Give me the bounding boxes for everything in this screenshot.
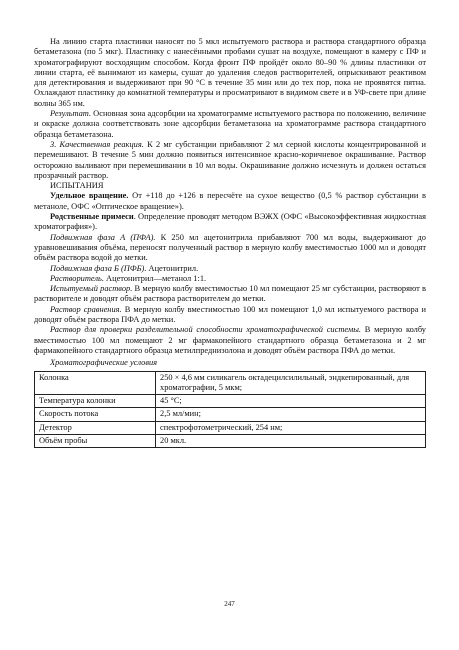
- paragraph-reference-solution: [34, 305, 426, 326]
- result-label: Результат.: [50, 109, 92, 119]
- table-cell-label: Скорость потока: [35, 408, 156, 421]
- table-cell-value: спектрофотометрический, 254 нм;: [156, 421, 426, 434]
- table-cell-label: Колонка: [35, 371, 156, 395]
- chromatographic-conditions-table: [34, 371, 426, 449]
- table-cell-label: Детектор: [35, 421, 156, 434]
- mobile-phase-a-label: Подвижная фаза А (ПФА).: [50, 232, 156, 242]
- table-row: [35, 395, 426, 408]
- table-row: [35, 371, 426, 395]
- paragraph-mobile-phase-b: [34, 264, 426, 274]
- qualitative-reaction-text: К 2 мг субстанции прибавляют 2 мл серной кислоты концентрированной и перемешивают. В течение 5 мин должно появиться интенсивное красно-коричневое окрашивание. Раствор осторожно выливают при перемешивании в 10 мл воды. Окрашивание должно исчезнуть и должен остаться прозрачный раствор.: [34, 139, 426, 180]
- table-cell-label: Температура колонки: [35, 395, 156, 408]
- reference-solution-text: В мерную колбу вместимостью 100 мл помещают 1,0 мл испытуемого раствора и доводят объём раствора ПФА до метки.: [34, 304, 427, 325]
- mobile-phase-b-text: Ацетонитрил.: [146, 263, 199, 273]
- table-row: [35, 434, 426, 447]
- table-cell-value: 20 мкл.: [156, 434, 426, 447]
- test-solution-label: Испытуемый раствор.: [50, 284, 133, 294]
- paragraph-resolution-solution: [34, 325, 426, 356]
- table-row: [35, 421, 426, 434]
- qualitative-reaction-label: 3. Качественная реакция.: [50, 139, 144, 149]
- test-solution-text: В мерную колбу вместимостью 10 мл помещают 25 мг субстанции, растворяют в растворителе и доводят объём раствора растворителем до метки.: [34, 284, 426, 304]
- table-caption: Хроматографические условия: [50, 358, 158, 368]
- table-row: [35, 408, 426, 421]
- solvent-text: Ацетонитрил—метанол 1:1.: [103, 273, 207, 283]
- section-heading-tests: ИСПЫТАНИЯ: [50, 181, 104, 191]
- related-impurities-text: . Определение проводят методом ВЭЖХ (ОФС «Высокоэффективная жидкостная хроматография»).: [34, 212, 426, 232]
- specific-rotation-text: От +118 до +126 в пересчёте на сухое вещество (0,5 % раствор субстанции в метаноле, ОФС «Оптическое вращение»).: [34, 191, 426, 211]
- reference-solution-label: Раствор сравнения.: [50, 304, 122, 314]
- paragraph-solvent: [34, 274, 426, 284]
- paragraph-mobile-phase-a: [34, 233, 426, 264]
- paragraph-related-impurities: [34, 212, 426, 233]
- specific-rotation-label: Удельное вращение.: [50, 191, 129, 201]
- mobile-phase-b-label: Подвижная фаза Б (ПФБ).: [50, 263, 147, 273]
- paragraph-test-solution: [34, 284, 426, 305]
- table-cell-value: 250 × 4,6 мм силикагель октадецилсилильный, эндкепированный, для хроматографии, 5 мкм;: [156, 371, 426, 395]
- result-text: Основная зона адсорбции на хроматограмме испытуемого раствора по положению, величине и окраске должна соответствовать зоне адсорбции бетаметазона на хроматограмме раствора стандартного образца бетаметазона.: [34, 109, 426, 139]
- page-number: 247: [224, 600, 235, 608]
- paragraph-tlc-procedure: На линию старта пластинки наносят по 5 мкл испытуемого раствора и раствора стандартного образца бетаметазона (по 5 мкг). Пластинку с нанесёнными пробами сушат на воздухе, помещают в камеру с ПФ и хроматографируют восходящим способом. Когда фронт ПФ пройдёт около 80–90 % длины пластинки от линии старта, её вынимают из камеры, сушат до удаления следов растворителей, опрыскивают реактивом для детектирования и выдерживают при 90 °С в течение 35 мин или до тех пор, пока не проявятся пятна. Охлаждают пластинку до комнатной температуры и просматривают в видимом свете и в УФ-свете при длине волны 365 нм.: [34, 37, 426, 108]
- table-cell-label: Объём пробы: [35, 434, 156, 447]
- document-page: [34, 37, 426, 448]
- resolution-solution-label: Раствор для проверки разделительной способности хроматографической системы.: [50, 325, 361, 335]
- solvent-label: Растворитель.: [50, 273, 104, 283]
- paragraph-specific-rotation: [34, 191, 426, 212]
- related-impurities-label: Родственные примеси: [50, 212, 134, 222]
- paragraph-qualitative-reaction: [34, 140, 426, 181]
- resolution-solution-text: В мерную колбу вместимостью 100 мл помещают 2 мг фармакопейного стандартного образца бетаметазона и 2 мг фармакопейного стандартного образца метилпреднизолона и доводят объём раствора ПФА до метки.: [34, 325, 426, 355]
- table-cell-value: 2,5 мл/мин;: [156, 408, 426, 421]
- paragraph-result: [34, 109, 426, 140]
- table-cell-value: 45 °С;: [156, 395, 426, 408]
- mobile-phase-a-text: К 250 мл ацетонитрила прибавляют 700 мл воды, выдерживают до уравновешивания объёма, переносят полученный раствор в мерную колбу вместимостью 1000 мл и доводят объём раствора водой до метки.: [34, 232, 426, 263]
